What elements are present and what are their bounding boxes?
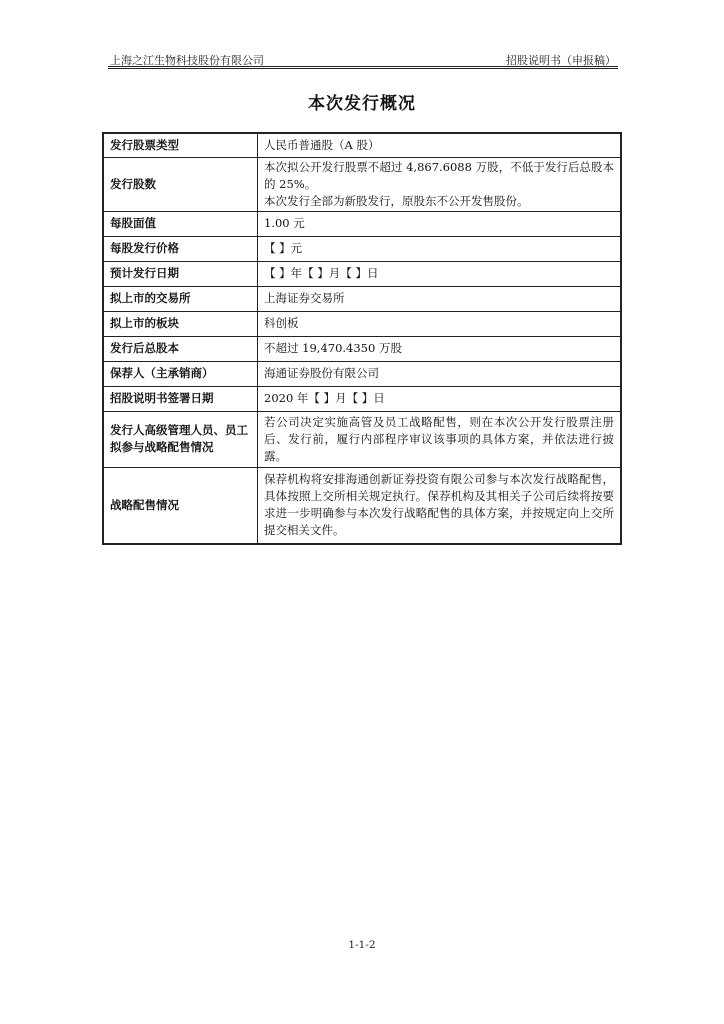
row-value: 【 】元: [258, 236, 622, 261]
row-value: 1.00 元: [258, 211, 622, 236]
row-label: 招股说明书签署日期: [103, 386, 258, 411]
table-row: [103, 386, 621, 411]
row-value: 若公司决定实施高管及员工战略配售，则在本次公开发行股票注册后、发行前，履行内部程序审议该事项的具体方案，并依法进行披露。: [258, 411, 622, 467]
table-row: [103, 133, 621, 157]
table-row: [103, 261, 621, 286]
row-label: 发行股数: [103, 157, 258, 211]
row-label: 每股面值: [103, 211, 258, 236]
table-row: [103, 236, 621, 261]
header-company: 上海之江生物科技股份有限公司: [110, 54, 264, 67]
row-value: 2020 年【 】月【 】日: [258, 386, 622, 411]
row-label: 拟上市的交易所: [103, 286, 258, 311]
table-row: [103, 411, 621, 467]
header-rule: [108, 66, 618, 67]
row-value: 不超过 19,470.4350 万股: [258, 336, 622, 361]
row-label: 发行人高级管理人员、员工拟参与战略配售情况: [103, 411, 258, 467]
row-label: 拟上市的板块: [103, 311, 258, 336]
table-row: [103, 467, 621, 544]
row-value: 海通证券股份有限公司: [258, 361, 622, 386]
row-label: 发行股票类型: [103, 133, 258, 157]
header-rule-second: [108, 68, 618, 69]
row-value: 上海证券交易所: [258, 286, 622, 311]
row-label: 保荐人（主承销商）: [103, 361, 258, 386]
table-row: [103, 286, 621, 311]
table-row: [103, 336, 621, 361]
row-value: [258, 157, 622, 211]
table-row: [103, 211, 621, 236]
header-doc-type: 招股说明书（申报稿）: [506, 54, 616, 67]
offering-overview-table: [102, 132, 622, 545]
row-label: 每股发行价格: [103, 236, 258, 261]
shares-issued-line: 本次拟公开发行股票不超过 4,867.6088 万股，不低于发行后总股本的 25%。 本次发行全部为新股发行，原股东不公开发售股份。: [264, 159, 614, 208]
row-label: 战略配售情况: [103, 467, 258, 544]
row-label: 发行后总股本: [103, 336, 258, 361]
row-value: 科创板: [258, 311, 622, 336]
row-value: 人民币普通股（A 股）: [258, 133, 622, 157]
row-value: 【 】年【 】月【 】日: [258, 261, 622, 286]
table-row: [103, 157, 621, 211]
page-number: 1-1-2: [348, 939, 376, 951]
row-value: 保荐机构将安排海通创新证券投资有限公司参与本次发行战略配售，具体按照上交所相关规定执行。保荐机构及其相关子公司后续将按要求进一步明确参与本次发行战略配售的具体方案，并按规定向上交所提交相关文件。: [258, 467, 622, 544]
row-label: 预计发行日期: [103, 261, 258, 286]
table-row: [103, 361, 621, 386]
table-row: [103, 311, 621, 336]
page-title: 本次发行概况: [308, 94, 416, 114]
